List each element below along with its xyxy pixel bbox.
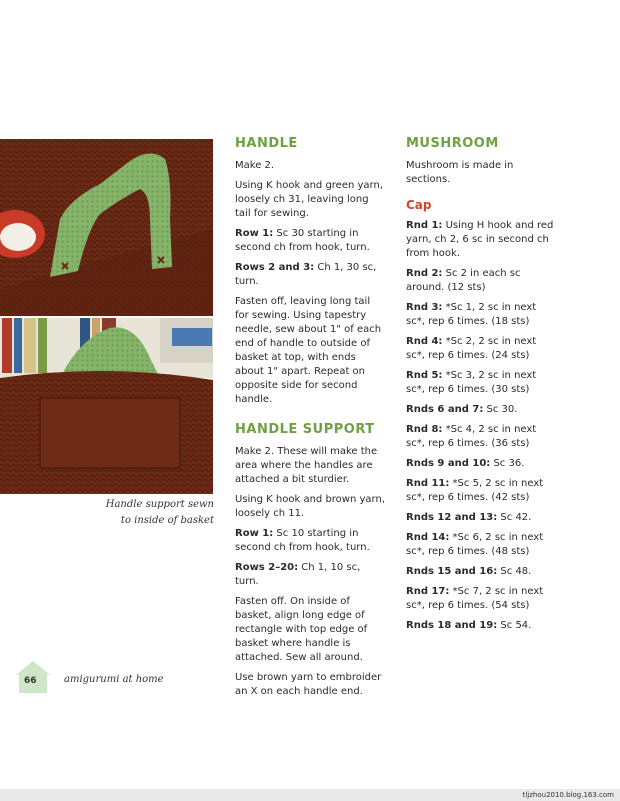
cap-step: Rnds 9 and 10: Sc 36.	[406, 458, 525, 469]
cap-step: Rnd 3: *Sc 1, 2 sc in next sc*, rep 6 times. (18 sts)	[406, 302, 537, 327]
handle-step: Rows 2 and 3: Ch 1, 30 sc, turn.	[235, 262, 377, 287]
handle-support-step: Row 1: Sc 10 starting in second ch from hook, turn.	[235, 528, 370, 553]
middle-column	[235, 135, 385, 705]
mushroom-intro: Mushroom is made in sections.	[406, 160, 514, 185]
cap-step: Rnd 17: *Sc 7, 2 sc in next sc*, rep 6 times. (54 sts)	[406, 586, 544, 611]
cap-step: Rnd 11: *Sc 5, 2 sc in next sc*, rep 6 times. (42 sts)	[406, 478, 544, 503]
caption-line-2: to inside of basket	[120, 515, 214, 526]
handle-support-step: Using K hook and brown yarn, loosely ch 11.	[235, 494, 385, 519]
cap-step: Rnds 15 and 16: Sc 48.	[406, 566, 532, 577]
photo-caption	[100, 497, 214, 529]
cap-step: Rnd 5: *Sc 3, 2 sc in next sc*, rep 6 times. (30 sts)	[406, 370, 537, 395]
cap-step: Rnd 4: *Sc 2, 2 sc in next sc*, rep 6 times. (24 sts)	[406, 336, 537, 361]
watermark: tljzhou2010.blog.163.com	[522, 791, 614, 799]
cap-step: Rnds 18 and 19: Sc 54.	[406, 620, 532, 631]
cap-step: Rnd 1: Using H hook and red yarn, ch 2, 6 sc in second ch from hook.	[406, 220, 554, 259]
handle-support-step: Use brown yarn to embroider an X on each handle end.	[235, 672, 382, 697]
mushroom-heading: MUSHROOM	[406, 136, 499, 151]
caption-line-1: Handle support sewn	[105, 499, 214, 510]
cap-step: Rnds 12 and 13: Sc 42.	[406, 512, 532, 523]
cap-step: Rnd 2: Sc 2 in each sc around. (12 sts)	[406, 268, 521, 293]
running-title: amigurumi at home	[64, 674, 164, 685]
page-number: 66	[24, 676, 37, 686]
handle-support-heading: HANDLE SUPPORT	[235, 422, 375, 437]
handle-heading: HANDLE	[235, 136, 298, 151]
cap-heading: Cap	[406, 198, 432, 212]
right-column	[406, 135, 556, 639]
handle-support-step: Make 2. These will make the area where the handles are attached a bit sturdier.	[235, 446, 378, 485]
handle-step: Row 1: Sc 30 starting in second ch from hook, turn.	[235, 228, 370, 253]
basket-handle-photo	[0, 139, 213, 316]
cap-step: Rnd 8: *Sc 4, 2 sc in next sc*, rep 6 times. (36 sts)	[406, 424, 537, 449]
cap-step: Rnd 14: *Sc 6, 2 sc in next sc*, rep 6 times. (48 sts)	[406, 532, 544, 557]
handle-step: Using K hook and green yarn, loosely ch 31, leaving long tail for sewing.	[235, 180, 384, 219]
handle-step: Fasten off, leaving long tail for sewing. Using tapestry needle, sew about 1" of each end of handle to outside of basket at top, with ends about 1" apart. Repeat on opposite side for second handle.	[235, 296, 382, 405]
handle-support-step: Rows 2–20: Ch 1, 10 sc, turn.	[235, 562, 361, 587]
handle-support-photo	[0, 318, 213, 494]
handle-support-step: Fasten off. On inside of basket, align long edge of rectangle with top edge of basket where handle is attached. Sew all around.	[235, 596, 368, 663]
cap-step: Rnds 6 and 7: Sc 30.	[406, 404, 518, 415]
handle-step: Make 2.	[235, 160, 275, 171]
